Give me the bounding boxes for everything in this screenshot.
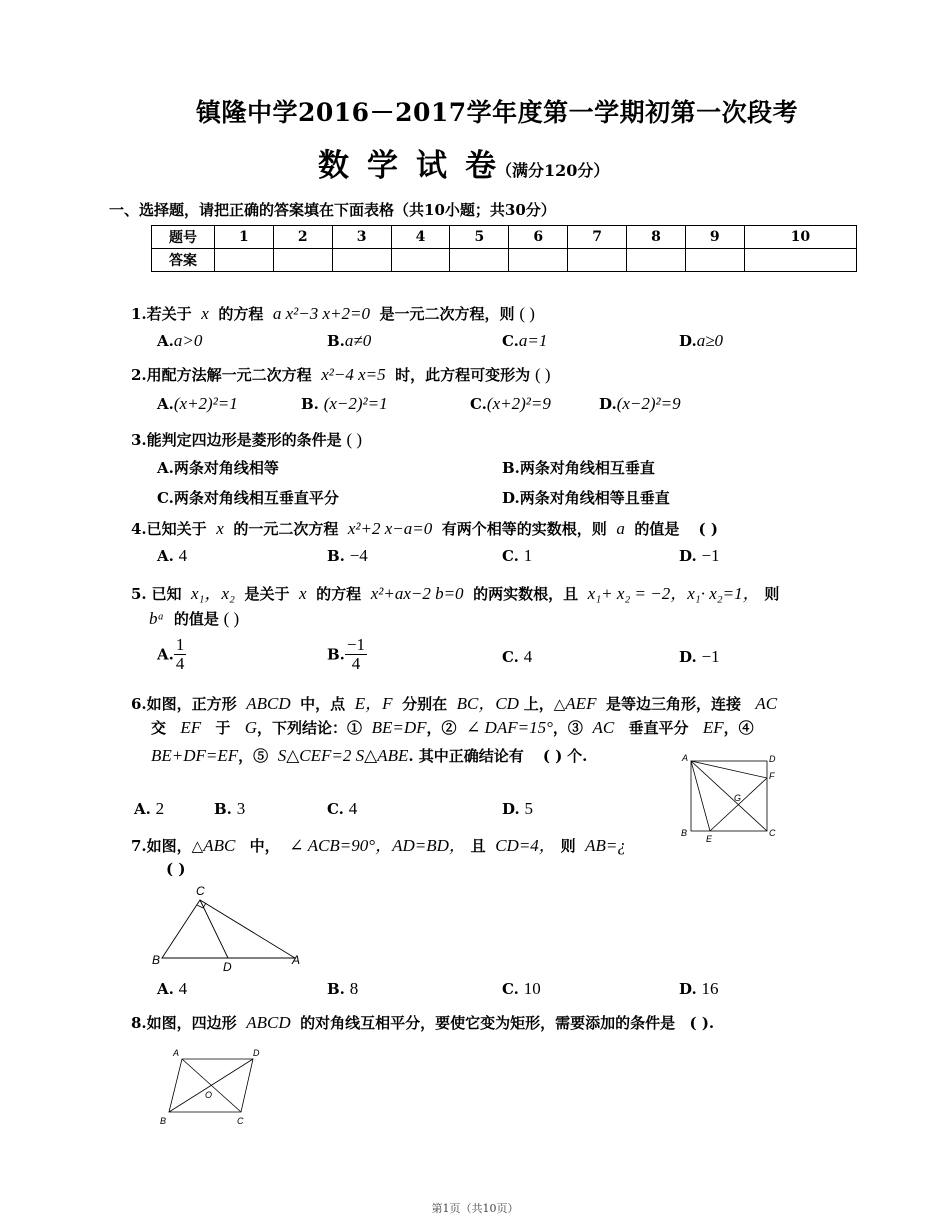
option-c: C. 1 xyxy=(502,546,533,565)
point-label: B xyxy=(160,1116,167,1126)
question-number-cell: 2 xyxy=(273,226,332,249)
answer-paren: ( ). xyxy=(689,1014,715,1032)
diagonal-bd xyxy=(169,1059,253,1112)
diagonal-ac xyxy=(691,761,767,831)
table-row xyxy=(152,226,857,249)
table-header-cell: 答案 xyxy=(152,249,215,272)
question-number-cell: 5 xyxy=(450,226,509,249)
parallelogram-figure xyxy=(155,1042,270,1130)
option-a: A. 4 xyxy=(157,979,188,998)
option-d: D. −1 xyxy=(679,546,720,565)
answer-cell[interactable] xyxy=(391,249,450,272)
question-6-line2: 交 EF 于 G，下列结论：① BE=DF，② ∠ DAF=15°，③ AC 垂直平分 EF，④ xyxy=(151,718,754,737)
option-b: B. 3 xyxy=(214,799,246,818)
answer-cell[interactable] xyxy=(509,249,568,272)
option-c: C.a=1 xyxy=(502,331,548,350)
answer-cell[interactable] xyxy=(685,249,744,272)
answer-table xyxy=(151,225,857,272)
question-number-cell: 8 xyxy=(627,226,686,249)
option-d: D.(x−2)²=9 xyxy=(599,394,681,413)
option-c: C.(x+2)²=9 xyxy=(470,394,551,413)
question-number-cell: 1 xyxy=(215,226,274,249)
question-number-cell: 4 xyxy=(391,226,450,249)
question-6-line3: BE+DF=EF，⑤ S△CEF=2 S△ABE. 其中正确结论有 ( ) 个. xyxy=(151,746,588,765)
answer-cell[interactable] xyxy=(273,249,332,272)
answer-cell[interactable] xyxy=(568,249,627,272)
page-footer: 第1页（共10页） xyxy=(431,1202,519,1215)
math-equation: x²+2 x−a=0 xyxy=(347,519,433,538)
answer-cell[interactable] xyxy=(450,249,509,272)
fraction: $\frac{-1}{4}$ xyxy=(346,635,365,673)
math-equation: a x²−3 x+2=0 xyxy=(272,304,370,323)
answer-cell[interactable] xyxy=(332,249,391,272)
point-label: B xyxy=(681,828,688,838)
question-number: 7. xyxy=(131,837,147,855)
point-label: D xyxy=(223,960,232,974)
answer-paren: ( ) xyxy=(542,747,563,765)
answer-paren: ( ) xyxy=(698,520,718,538)
option-a: A.两条对角线相等 xyxy=(157,459,279,477)
question-number: 8. xyxy=(131,1014,147,1032)
point-label: F xyxy=(769,771,775,781)
table-header-cell: 题号 xyxy=(152,226,215,249)
segment-af xyxy=(691,761,767,778)
option-a: A. 2 xyxy=(134,799,165,818)
answer-paren: ( ) xyxy=(346,430,363,449)
point-label: C xyxy=(196,884,205,898)
segment-ae xyxy=(691,761,710,831)
question-number: 3. xyxy=(131,431,147,449)
point-label: A xyxy=(173,1048,180,1058)
question-1 xyxy=(131,303,535,324)
answer-cell[interactable] xyxy=(627,249,686,272)
answer-paren: ( ) xyxy=(223,609,240,628)
q-text: 能判定四边形是菱形的条件是 xyxy=(146,431,342,449)
option-b: B. −4 xyxy=(327,546,368,565)
question-4: 4.已知关于 x 的一元二次方程 x²+2 x−a=0 有两个相等的实数根，则 a 的值是 ( ) xyxy=(131,519,718,538)
answer-paren: ( ) xyxy=(519,304,535,323)
question-number-cell: 6 xyxy=(509,226,568,249)
point-label: D xyxy=(253,1048,260,1058)
option-b: B.a≠0 xyxy=(327,331,372,350)
question-5-line2: bᵃ 的值是 ( ) xyxy=(149,609,240,628)
question-7: 7.如图，△ABC 中， ∠ ACB=90°，AD=BD， 且 CD=4， 则 AB=¿ xyxy=(131,836,626,855)
point-label: O xyxy=(205,1090,213,1100)
table-row xyxy=(152,249,857,272)
subtitle-char: 学 xyxy=(367,148,398,184)
math-equation: x²+ax−2 b=0 xyxy=(370,584,464,603)
option-d: D.a≥0 xyxy=(679,331,724,350)
q-text: 时，此方程可变形为 xyxy=(395,366,531,384)
question-number: 6. xyxy=(131,695,147,713)
q-text: 若关于 xyxy=(146,305,192,323)
question-2 xyxy=(131,364,551,385)
point-label: B xyxy=(152,953,161,967)
question-number-cell: 9 xyxy=(685,226,744,249)
exam-subtitle xyxy=(318,140,609,185)
question-number: 5. xyxy=(131,585,147,603)
question-8: 8.如图，四边形 ABCD 的对角线互相平分，要使它变为矩形，需要添加的条件是 ( ). xyxy=(131,1013,715,1032)
question-number-cell: 7 xyxy=(568,226,627,249)
subtitle-char: 数 xyxy=(318,148,349,184)
option-b: B.两条对角线相互垂直 xyxy=(502,459,655,477)
option-a: A.a>0 xyxy=(157,331,203,350)
section-title: 一、选择题，请把正确的答案填在下面表格（共10小题；共30分） xyxy=(109,201,556,219)
answer-cell[interactable] xyxy=(744,249,856,272)
option-b: B. $\frac{-1}{4}$ xyxy=(327,635,365,673)
point-label: A xyxy=(682,753,689,763)
question-5: 5. 已知 x₁，x₂ 是关于 x 的方程 x²+ax−2 b=0 的两实数根，且 x₁+ x₂ = −2，x₁· x₂=1， 则 xyxy=(131,584,780,603)
q-text: 的方程 xyxy=(218,305,264,323)
question-number-cell: 3 xyxy=(332,226,391,249)
subtitle-char: 卷 xyxy=(465,148,496,184)
fraction: $\frac{1}{4}$ xyxy=(175,635,185,673)
option-a: A.(x+2)²=1 xyxy=(157,394,238,413)
option-d: D. −1 xyxy=(679,647,720,666)
question-number: 1. xyxy=(131,305,147,323)
option-d: D. 16 xyxy=(679,979,719,998)
option-c: C.两条对角线相互垂直平分 xyxy=(157,489,339,507)
point-label: D xyxy=(769,754,776,764)
point-label: G xyxy=(734,793,742,803)
q-text: 是一元二次方程，则 xyxy=(379,305,515,323)
triangle-figure xyxy=(150,880,310,975)
option-c: C. 4 xyxy=(327,799,358,818)
square-figure xyxy=(676,750,780,850)
option-b: B. 8 xyxy=(327,979,359,998)
math-equation: x²−4 x=5 xyxy=(321,365,386,384)
triangle-abc xyxy=(162,900,295,958)
question-number: 4. xyxy=(131,520,147,538)
answer-cell[interactable] xyxy=(215,249,274,272)
point-label: E xyxy=(706,834,713,844)
option-d: D. 5 xyxy=(502,799,533,818)
point-label: C xyxy=(769,828,776,838)
question-3 xyxy=(131,429,362,450)
option-a: A. 4 xyxy=(157,546,188,565)
option-b: B. (x−2)²=1 xyxy=(301,394,388,413)
option-c: C. 4 xyxy=(502,647,533,666)
option-a: A. $\frac{1}{4}$ xyxy=(157,635,185,673)
full-score-note: （满分120分） xyxy=(496,161,610,180)
option-c: C. 10 xyxy=(502,979,541,998)
exam-title: 镇隆中学2016－2017学年度第一学期初第一次段考 xyxy=(196,98,799,127)
point-label: C xyxy=(237,1116,244,1126)
point-label: A xyxy=(292,953,301,967)
answer-paren: ( ) xyxy=(534,365,551,384)
question-number-cell: 10 xyxy=(744,226,856,249)
math-var: x xyxy=(201,304,209,323)
option-d: D.两条对角线相等且垂直 xyxy=(502,489,670,507)
question-number: 2. xyxy=(131,366,147,384)
question-7-paren: ( ) xyxy=(166,860,186,878)
q-text: 用配方法解一元二次方程 xyxy=(146,366,312,384)
subtitle-char: 试 xyxy=(416,148,447,184)
question-6: 6.如图，正方形 ABCD 中，点 E，F 分别在 BC，CD 上，△AEF 是等边三角形，连接 AC xyxy=(131,694,778,713)
